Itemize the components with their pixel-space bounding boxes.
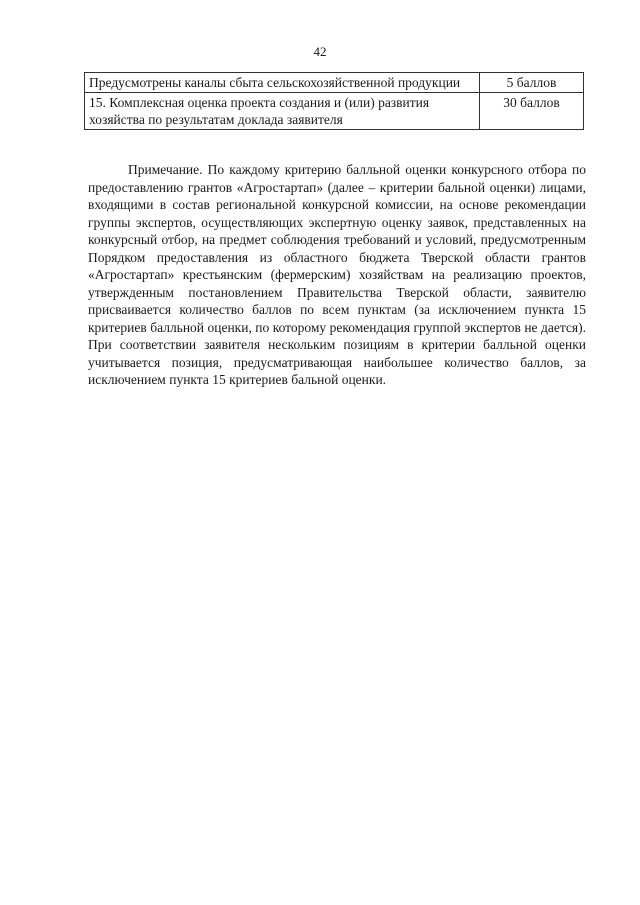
score-cell: 30 баллов xyxy=(480,93,584,130)
criteria-table xyxy=(84,72,584,130)
table-row xyxy=(85,73,584,93)
note-paragraph xyxy=(88,161,586,389)
page-number: 42 xyxy=(313,44,327,59)
criterion-cell: Предусмотрены каналы сбыта сельскохозяйственной продукции xyxy=(85,73,480,93)
table-row xyxy=(85,93,584,130)
score-cell: 5 баллов xyxy=(480,73,584,93)
criterion-cell: 15. Комплексная оценка проекта создания и (или) развития хозяйства по результатам доклада заявителя xyxy=(85,93,480,130)
note-text: Примечание. По каждому критерию балльной оценки конкурсного отбора по предоставлению грантов «Агростартап» (далее – критерии бальной оценки) лицами, входящими в состав региональной конкурсной комиссии, на основе рекомендации группы экспертов, осуществляющих экспертную оценку заявок, представленных на конкурсный отбор, на предмет соблюдения требований и условий, предусмотренным Порядком предоставления из областного бюджета Тверской области грантов «Агростартап» крестьянским (фермерским) хозяйствам на реализацию проектов, утвержденным постановлением Правительства Тверской области, заявителю присваивается количество баллов по всем пунктам (за исключением пункта 15 критериев балльной оценки, по которому рекомендация группой экспертов не дается). При соответствии заявителя нескольким позициям в критерии балльной оценки учитывается позиция, предусматривающая наибольшее количество баллов, за исключением пункта 15 критериев бальной оценки. xyxy=(88,162,586,387)
